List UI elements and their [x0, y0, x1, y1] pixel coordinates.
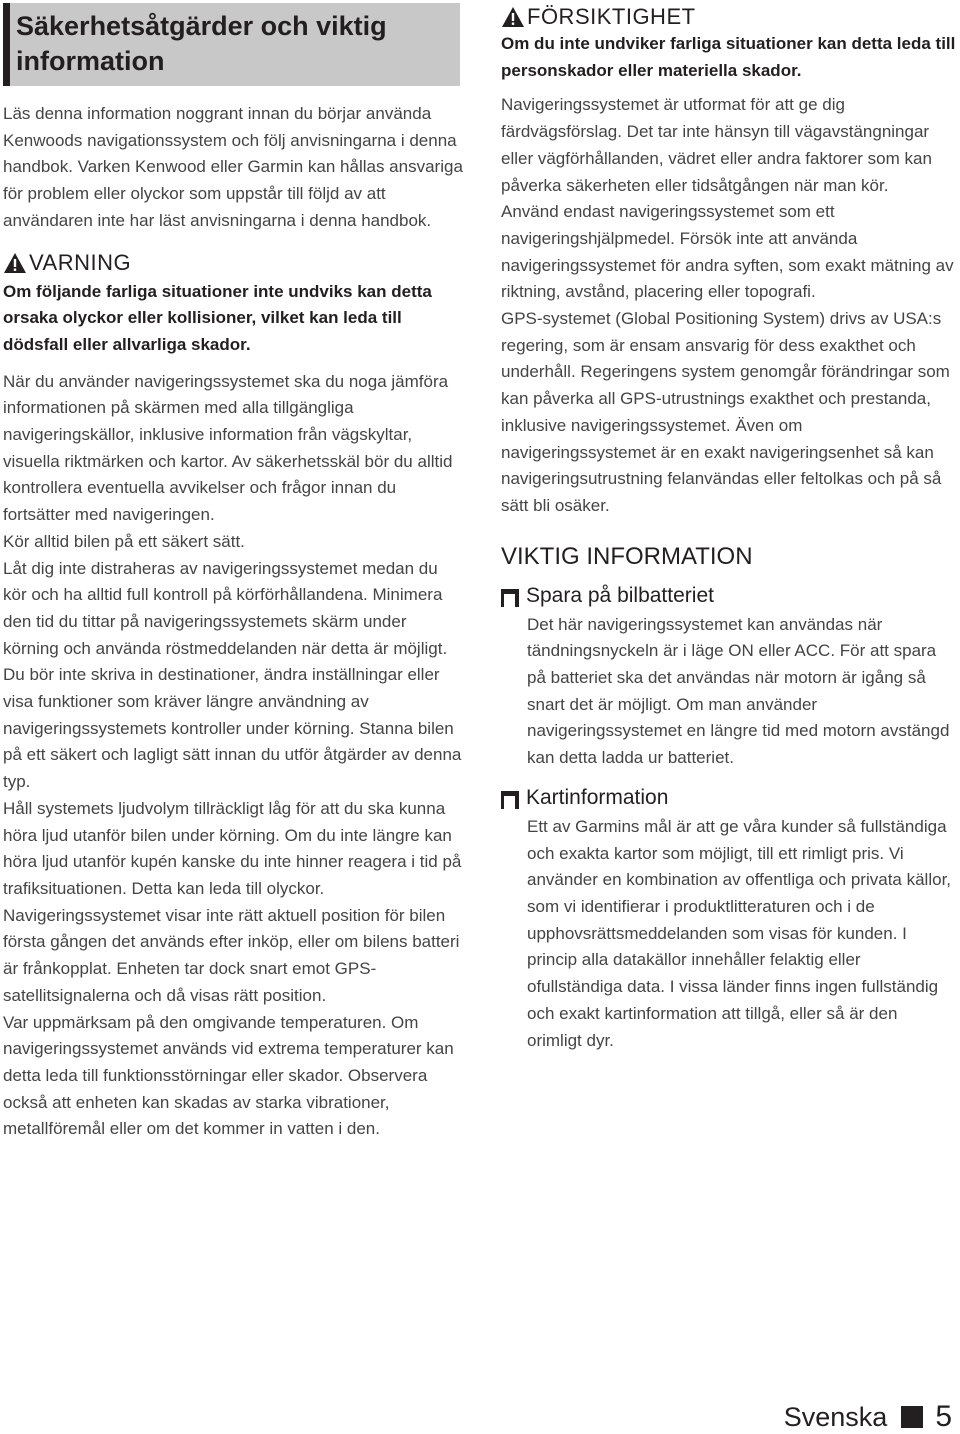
warning-paragraph: Var uppmärksam på den omgivande temperaturen. Om navigeringssystemet används vid extrema temperaturer kan detta leda till funktionsstörningar eller skador. Observera också att enheten kan skadas av starka vibrationer, metallföremål eller om det kommer in vatten i den.	[3, 1012, 454, 1139]
page-footer	[784, 1400, 952, 1434]
footer-language: Svenska	[783, 1402, 888, 1432]
warning-body	[3, 369, 463, 1143]
page-number: 5	[935, 1400, 952, 1433]
caution-lead: Om du inte undviker farliga situationer kan detta leda till personskador eller materiella skador.	[501, 34, 956, 80]
warning-heading	[3, 249, 463, 277]
warning-paragraph: När du använder navigeringssystemet ska du noga jämföra informationen på skärmen med alla tillgängliga navigeringskällor, inklusive information från vägskyltar, visuella riktmärken och kartor. Av säkerhetsskäl bör du alltid kontrollera eventuella avvikelser och frågor innan du fortsätter med navigeringen.	[3, 371, 453, 525]
section-square-icon	[501, 587, 519, 605]
right-column	[501, 0, 956, 1054]
warning-paragraph: Du bör inte skriva in destinationer, ändra inställningar eller visa funktioner som kräver längre användning av navigeringssystemets kontroller under körning. Stanna bilen på ett säkert och lagligt sätt innan du utför åtgärder av denna typ.	[3, 665, 462, 792]
caution-body	[501, 92, 956, 519]
title-box	[3, 3, 460, 86]
map-heading	[501, 784, 956, 812]
map-paragraph: Ett av Garmins mål är att ge våra kunder så fullständiga och exakta kartor som möjligt, till ett rimligt pris. Vi använder en kombination av offentliga och privata källor, som vi identifierar i produktlitteraturen och i de upphovsrättsmeddelanden som visas för kunden. I princip alla datakällor innehåller felaktig eller ofullständiga data. I vissa länder finns ingen fullständig och exakt kartinformation att tillgå, eller så är den orimligt dyr.	[527, 816, 952, 1050]
caution-paragraph: Navigeringssystemet är utformat för att ge dig färdvägsförslag. Det tar inte hänsyn till vägavstängningar eller vägförhållanden, vädret eller andra faktorer som kan påverka säkerheten eller tidsåtgången när man kör.	[501, 95, 932, 195]
title-accent-bar	[3, 3, 10, 86]
map-heading-text: Kartinformation	[526, 785, 669, 809]
footer-square-icon	[901, 1406, 923, 1428]
caution-heading-text: FÖRSIKTIGHET	[527, 4, 696, 29]
battery-heading	[501, 582, 956, 610]
warning-triangle-icon	[3, 252, 27, 274]
warning-heading-text: VARNING	[29, 249, 132, 275]
caution-paragraph: GPS-systemet (Global Positioning System) drivs av USA:s regering, som är ensam ansvarig för dess exakthet och underhåll. Regeringens system genomgår förändringar som kan påverka all GPS-utrustnings exakthet och prestanda, inklusive navigeringssystemet. Även om navigeringssystemet är en exakt navigeringsenhet så kan navigeringsutrustning felanvändas eller feltolkas och på så sätt bli osäker.	[501, 309, 950, 515]
warning-paragraph: Håll systemets ljudvolym tillräckligt låg för att du ska kunna höra ljud utanför bilen under körning. Om du inte längre kan höra ljud utanför kupén kanske du inte hinner reagera i tid på trafiksituationen. Detta kan leda till olyckor.	[3, 798, 462, 898]
battery-body	[501, 612, 956, 772]
caution-paragraph: Använd endast navigeringssystemet som ett navigeringshjälpmedel. Försök inte att använda navigeringssystemet för andra syften, som exakt mätning av riktning, avstånd, placering eller topografi.	[501, 202, 954, 302]
map-body	[501, 814, 956, 1054]
battery-paragraph: Det här navigeringssystemet kan användas när tändningsnyckeln är i läge ON eller ACC. För att spara på batteriet ska det användas när motorn är igång så snart det är möjligt. Om man använder navigeringssystemet en längre tid med motorn avstängd kan detta ladda ur batteriet.	[527, 614, 950, 768]
intro-paragraph: Läs denna information noggrant innan du börjar använda Kenwoods navigationssystem och följ anvisningarna i denna handbok. Varken Kenwood eller Garmin kan hållas ansvariga för problem eller olyckor som uppstår till följd av att användaren inte har läst anvisningarna i denna handbok.	[3, 104, 463, 230]
section-square-icon	[501, 789, 519, 807]
warning-paragraph: Låt dig inte distraheras av navigeringssystemet medan du kör och ha alltid full kontroll på körförhållandena. Minimera den tid du tittar på navigeringssystemets skärm under körning och använda röstmeddelanden när detta är möjligt.	[3, 558, 448, 658]
left-column	[3, 0, 463, 1143]
warning-lead: Om följande farliga situationer inte undviks kan detta orsaka olyckor eller kollisioner, vilket kan leda till dödsfall eller allvarliga skador.	[3, 281, 432, 354]
caution-heading	[501, 3, 956, 31]
page-title: Säkerhetsåtgärder och viktig information	[16, 11, 387, 76]
warning-paragraph: Kör alltid bilen på ett säkert sätt.	[3, 531, 245, 551]
important-heading: VIKTIG INFORMATION	[501, 542, 753, 570]
caution-triangle-icon	[501, 6, 525, 28]
warning-paragraph: Navigeringssystemet visar inte rätt aktuell position för bilen första gången det används efter inköp, eller om bilens batteri är frånkopplat. Enheten tar dock snart emot GPS-satellitsignalerna och då visas rätt position.	[3, 905, 460, 1005]
battery-heading-text: Spara på bilbatteriet	[526, 583, 714, 607]
